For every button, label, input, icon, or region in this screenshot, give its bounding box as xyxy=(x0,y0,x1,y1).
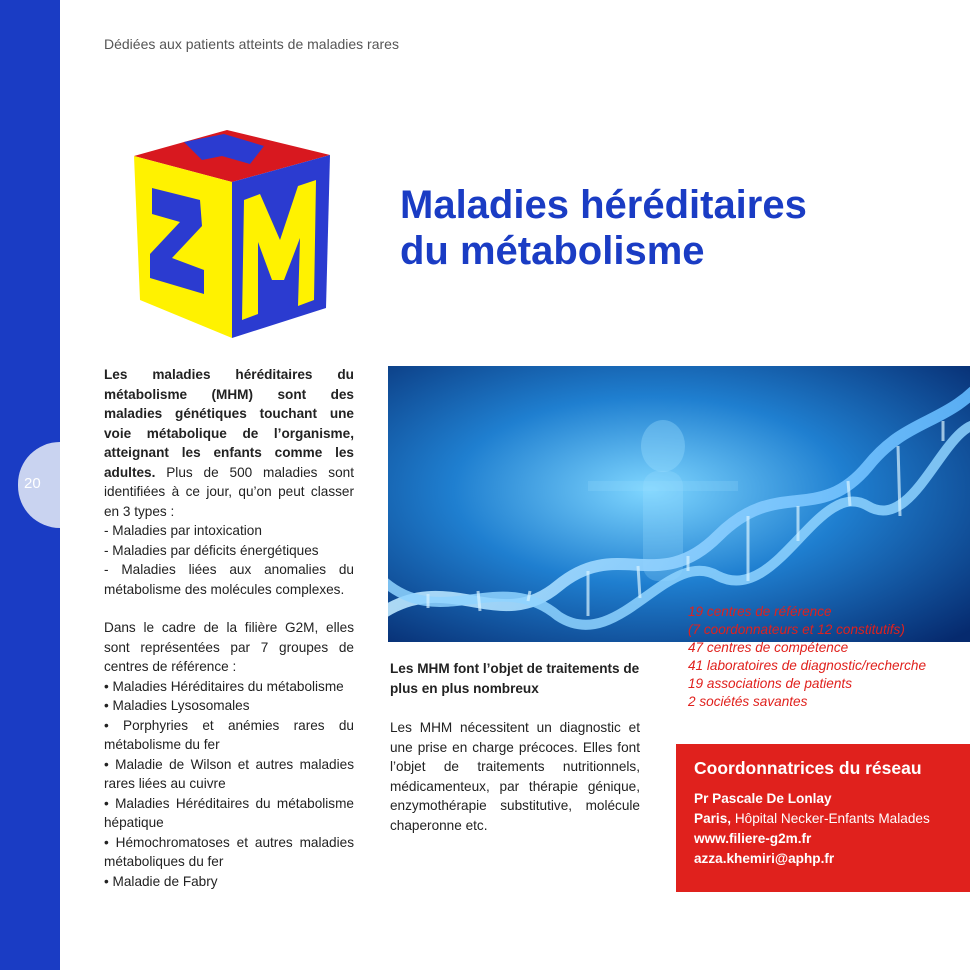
dna-helix-image xyxy=(388,366,970,642)
left-column xyxy=(104,365,354,891)
page-number: 20 xyxy=(24,475,41,492)
coordination-box xyxy=(676,744,970,892)
g2m-cube-logo xyxy=(132,130,332,340)
title-line-1: Maladies héréditaires xyxy=(400,183,807,227)
intro-text: Plus de 500 maladies sont identifiées à ce jour, qu’on peut classer en 3 types : xyxy=(104,464,354,519)
page-title xyxy=(400,182,807,274)
type-item: - Maladies par intoxication xyxy=(104,523,262,538)
type-item: - Maladies liées aux anomalies du métabolisme des molécules complexes. xyxy=(104,562,354,597)
title-line-2: du métabolisme xyxy=(400,229,705,273)
coordinator-name: Pr Pascale De Lonlay xyxy=(694,791,832,806)
type-item: - Maladies par déficits énergétiques xyxy=(104,542,319,558)
stat-line: (7 coordonnateurs et 12 constitutifs) xyxy=(688,622,905,637)
treatment-heading: Les MHM font l’objet de traitements de plus en plus nombreux xyxy=(390,661,640,696)
stat-line: 19 centres de référence xyxy=(688,604,832,619)
intro-bold: Les maladies héréditaires du métabolisme (MHM) sont des maladies génétiques touchant une voie métabolique de l’organisme, atteignant les enfants comme les adultes. xyxy=(104,367,354,480)
centre-item: • Maladie de Fabry xyxy=(104,873,218,889)
stat-line: 41 laboratoires de diagnostic/recherche xyxy=(688,658,927,673)
centre-item: • Maladie de Wilson et autres maladies rares liées au cuivre xyxy=(104,756,354,791)
stat-line: 19 associations de patients xyxy=(688,676,852,691)
centre-item: • Maladies Héréditaires du métabolisme xyxy=(104,678,344,694)
stat-line: 47 centres de compétence xyxy=(688,640,849,655)
coordinator-city: Paris, xyxy=(694,811,732,826)
running-header: Dédiées aux patients atteints de maladies rares xyxy=(104,36,399,52)
centre-item: • Hémochromatoses et autres maladies métaboliques du fer xyxy=(104,834,354,869)
email-link[interactable]: azza.khemiri@aphp.fr xyxy=(694,851,835,866)
centre-item: • Porphyries et anémies rares du métabolisme du fer xyxy=(104,717,354,752)
logo-left-face xyxy=(134,156,232,338)
middle-column xyxy=(390,659,640,835)
centre-item: • Maladies Héréditaires du métabolisme hépatique xyxy=(104,795,354,830)
coordination-heading: Coordonnatrices du réseau xyxy=(694,758,922,778)
stat-line: 2 sociétés savantes xyxy=(688,694,808,709)
coordinator-hospital: Hôpital Necker-Enfants Malades xyxy=(734,811,930,826)
centre-item: • Maladies Lysosomales xyxy=(104,698,250,713)
centres-text: Dans le cadre de la filière G2M, elles sont représentées par 7 groupes de centres de référence : xyxy=(104,620,354,674)
treatment-text: Les MHM nécessitent un diagnostic et une prise en charge précoces. Elles font l’objet de traitements nutritionnels, médicamenteux, par thérapie génique, enzymothérapie substitutive, molécule chaperonne etc. xyxy=(390,720,640,833)
website-link[interactable]: www.filiere-g2m.fr xyxy=(694,831,812,846)
network-stats xyxy=(688,603,970,711)
